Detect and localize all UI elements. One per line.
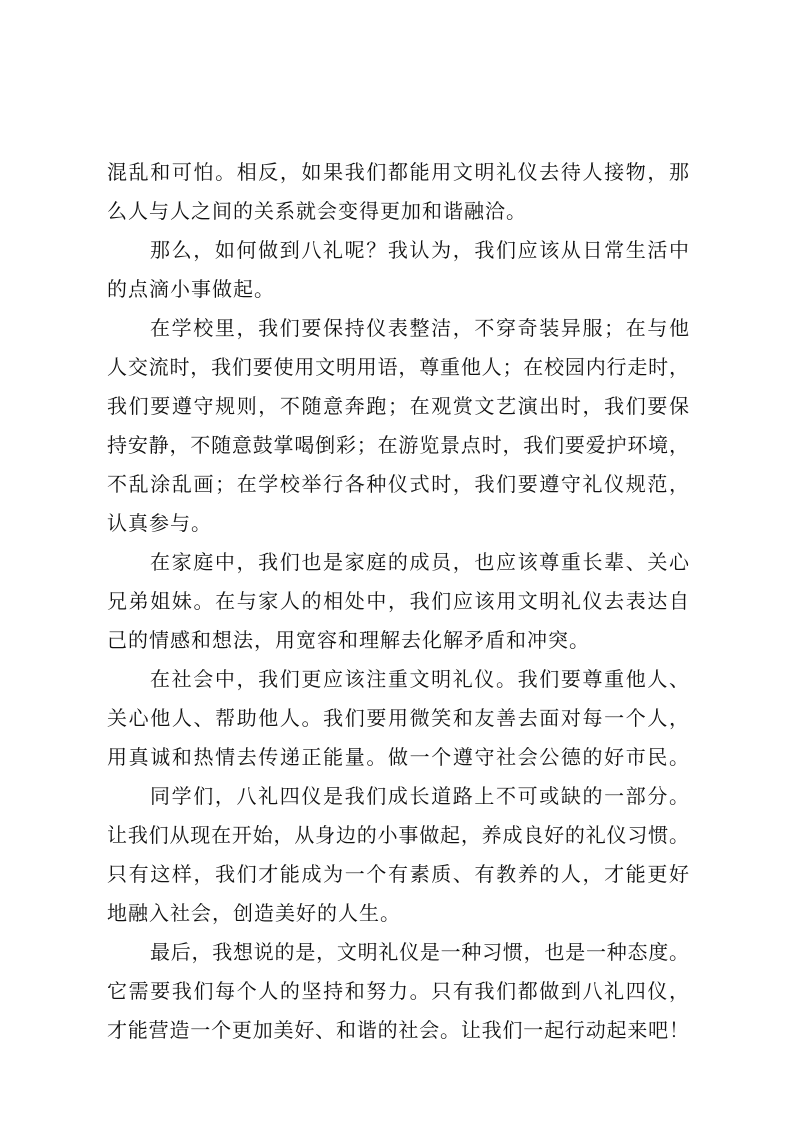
paragraph: [107, 231, 689, 309]
text-line: 在学校里，我们要保持仪表整洁，不穿奇装异服；在与他: [150, 316, 689, 340]
text-line: 认真参与。: [107, 511, 212, 535]
text-line: 那么，如何做到八礼呢？我认为，我们应该从日常生活中: [150, 238, 689, 262]
text-line: 混乱和可怕。相反，如果我们都能用文明礼仪去待人接物，那: [107, 160, 689, 184]
paragraph: [107, 660, 689, 777]
text-line: 才能营造一个更加美好、和谐的社会。让我们一起行动起来吧！: [107, 1018, 689, 1042]
text-line: 人交流时，我们要使用文明用语，尊重他人；在校园内行走时，: [107, 355, 689, 379]
text-line: 么人与人之间的关系就会变得更加和谐融洽。: [107, 199, 527, 223]
text-line: 让我们从现在开始，从身边的小事做起，养成良好的礼仪习惯。: [107, 823, 689, 847]
text-line: 的点滴小事做起。: [107, 277, 275, 301]
text-line: 最后，我想说的是，文明礼仪是一种习惯，也是一种态度。: [150, 940, 689, 964]
paragraph: [107, 309, 689, 543]
text-line: 己的情感和想法，用宽容和理解去化解矛盾和冲突。: [107, 628, 590, 652]
text-line: 在家庭中，我们也是家庭的成员，也应该尊重长辈、关心: [150, 550, 689, 574]
text-line: 只有这样，我们才能成为一个有素质、有教养的人，才能更好: [107, 862, 689, 886]
text-line: 用真诚和热情去传递正能量。做一个遵守社会公德的好市民。: [107, 745, 689, 769]
text-line: 关心他人、帮助他人。我们要用微笑和友善去面对每一个人，: [107, 706, 689, 730]
document-body: [107, 153, 689, 1050]
text-line: 地融入社会，创造美好的人生。: [107, 901, 401, 925]
paragraph: [107, 543, 689, 660]
paragraph: [107, 933, 689, 1050]
text-line: 在社会中，我们更应该注重文明礼仪。我们要尊重他人、: [150, 667, 689, 691]
paragraph: [107, 153, 689, 231]
text-line: 同学们，八礼四仪是我们成长道路上不可或缺的一部分。: [150, 784, 689, 808]
text-line: 持安静，不随意鼓掌喝倒彩；在游览景点时，我们要爱护环境，: [107, 433, 689, 457]
text-line: 兄弟姐妹。在与家人的相处中，我们应该用文明礼仪去表达自: [107, 589, 689, 613]
text-line: 不乱涂乱画；在学校举行各种仪式时，我们要遵守礼仪规范，: [107, 472, 689, 496]
paragraph: [107, 777, 689, 933]
text-line: 我们要遵守规则，不随意奔跑；在观赏文艺演出时，我们要保: [107, 394, 689, 418]
text-line: 它需要我们每个人的坚持和努力。只有我们都做到八礼四仪，: [107, 979, 689, 1003]
